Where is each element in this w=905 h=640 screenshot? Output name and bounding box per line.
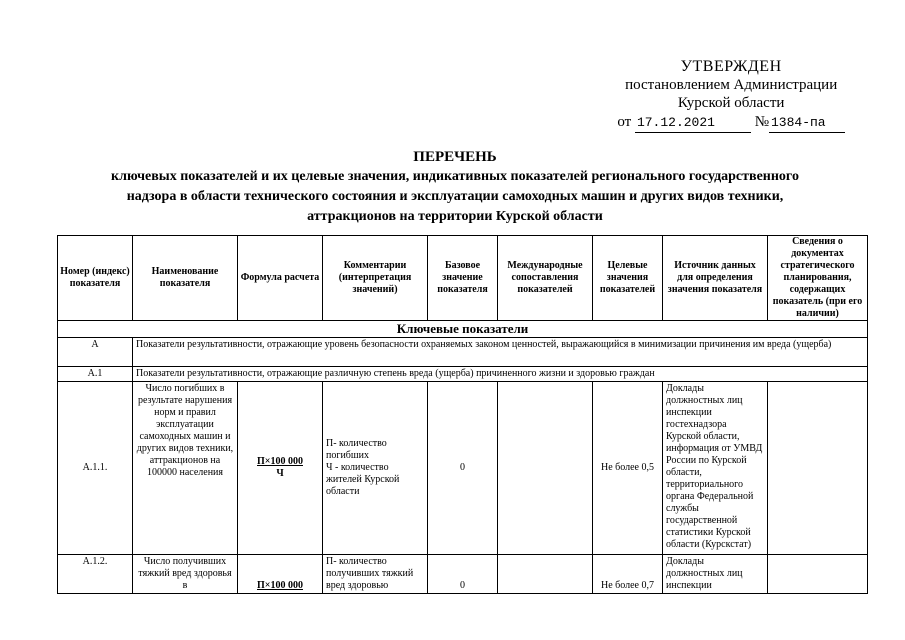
- col-header-target: Целевые значения показателей: [593, 236, 663, 321]
- row-docs: [768, 382, 868, 555]
- section-title: Ключевые показатели: [58, 321, 868, 338]
- title-heading: ПЕРЕЧЕНЬ: [413, 149, 497, 165]
- section-row: [58, 321, 868, 338]
- row-index: А.1.1.: [58, 382, 133, 555]
- title-line-1: ключевых показателей и их целевые значения, индикативных показателей регионального государственного: [111, 169, 799, 184]
- col-header-name: Наименование показателя: [133, 236, 238, 321]
- approval-date: 17.12.2021: [635, 114, 751, 133]
- approval-date-line: [617, 113, 845, 133]
- group-a1-text: Показатели результативности, отражающие различную степень вреда (ущерба) причиненного жизни и здоровью граждан: [133, 367, 868, 382]
- col-header-formula: Формула расчета: [238, 236, 323, 321]
- approval-line-1: постановлением Администрации: [625, 77, 838, 93]
- col-header-index: Номер (индекс) показателя: [58, 236, 133, 321]
- group-row-a: [58, 338, 868, 367]
- col-header-base: Базовое значение показателя: [428, 236, 498, 321]
- col-header-source: Источник данных для определения значения показателя: [663, 236, 768, 321]
- title-line-2: надзора в области технического состояния и эксплуатации самоходных машин и других видов техники,: [126, 189, 784, 204]
- approval-number: 1384-па: [769, 114, 845, 133]
- title-line-3: аттракционов на территории Курской области: [307, 209, 603, 224]
- number-prefix: №: [754, 114, 769, 130]
- row-name: Число погибших в результате нарушения норм и правил эксплуатации самоходных машин и других видов техники, аттракционов на 100000 населения: [133, 382, 238, 555]
- table-row: [58, 555, 868, 594]
- row-target: Не более 0,7: [593, 555, 663, 594]
- formula-denominator: Ч: [276, 468, 284, 479]
- group-row-a1: [58, 367, 868, 382]
- row-intl: [498, 555, 593, 594]
- date-prefix: от: [617, 114, 632, 130]
- row-docs: [768, 555, 868, 594]
- document-title: [60, 147, 850, 227]
- row-formula: [238, 555, 323, 594]
- table-row: [58, 382, 868, 555]
- col-header-comment: Комментарии (интерпретация значений): [323, 236, 428, 321]
- row-base: 0: [428, 555, 498, 594]
- group-a1-index: А.1: [58, 367, 133, 382]
- row-name: Число получивших тяжкий вред здоровья в: [133, 555, 238, 594]
- group-a-index: А: [58, 338, 133, 367]
- formula-numerator: П×100 000: [257, 580, 303, 591]
- approval-heading: УТВЕРЖДЕН: [680, 58, 782, 75]
- table-header-row: [58, 236, 868, 321]
- row-formula: [238, 382, 323, 555]
- group-a-text: Показатели результативности, отражающие уровень безопасности охраняемых законом ценностей, выражающийся в минимизации причинения им вреда (ущерба): [133, 338, 868, 367]
- approval-block: [617, 58, 845, 133]
- row-comment: П- количество получивших тяжкий вред здоровью: [323, 555, 428, 594]
- formula-numerator: П×100 000: [257, 456, 303, 467]
- col-header-intl: Международные сопоставления показателей: [498, 236, 593, 321]
- row-comment: П- количество погибших Ч - количество жителей Курской области: [323, 382, 428, 555]
- row-source: Доклады должностных лиц инспекции гостехнадзора Курской области, информация от УМВД России по Курской области, территориального органа Федеральной службы государственной статистики Курской области (Курскстат): [663, 382, 768, 555]
- col-header-docs: Сведения о документах стратегического планирования, содержащих показатель (при его наличии): [768, 236, 868, 321]
- indicators-table: [57, 235, 868, 594]
- row-base: 0: [428, 382, 498, 555]
- row-source: Доклады должностных лиц инспекции: [663, 555, 768, 594]
- row-index: А.1.2.: [58, 555, 133, 594]
- row-intl: [498, 382, 593, 555]
- row-target: Не более 0,5: [593, 382, 663, 555]
- approval-line-2: Курской области: [677, 95, 785, 111]
